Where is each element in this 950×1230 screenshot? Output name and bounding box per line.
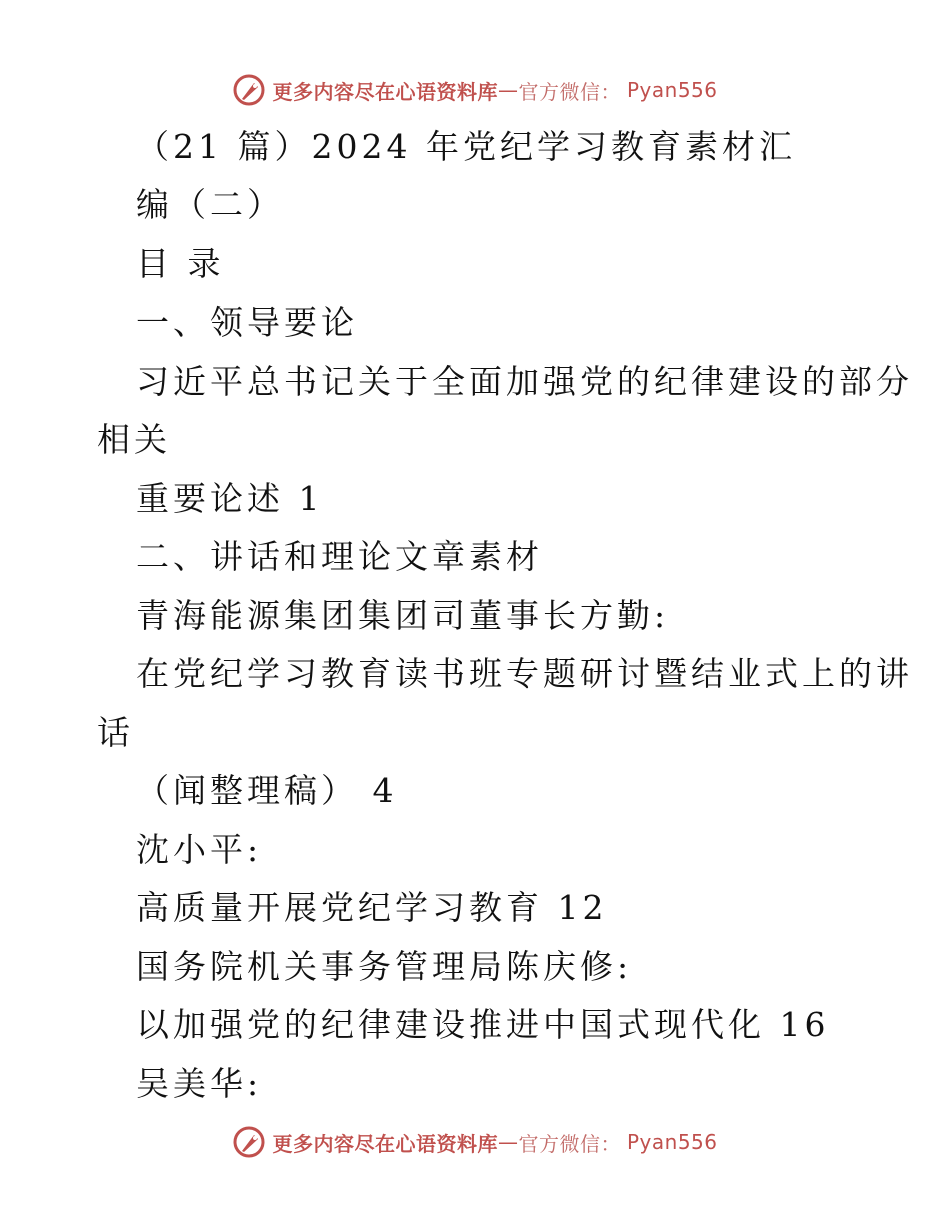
toc-item2-line3: （闻整理稿） 4 [136, 771, 398, 810]
banner-main-text: 更多内容尽在心语资料库 [272, 79, 498, 104]
toc-item1-line3: 重要论述 1 [136, 479, 324, 518]
banner-dash: — [497, 1130, 519, 1154]
toc-item1-line1: 习近平总书记关于全面加强党的纪律建设的部分 [136, 362, 913, 401]
toc-item2-line1: 在党纪学习教育读书班专题研讨暨结业式上的讲 [136, 654, 913, 693]
toc-item1-line2: 相关 [97, 420, 171, 459]
banner-wechat-id: Pyan556 [626, 1130, 718, 1154]
banner-main-text: 更多内容尽在心语资料库 [272, 1131, 498, 1156]
banner-wechat-id: Pyan556 [626, 78, 718, 102]
toc-item2-line2: 话 [97, 713, 134, 752]
footer-banner [0, 1122, 950, 1162]
section1-heading: 一、领导要论 [136, 303, 358, 342]
banner-sub-text: 官方微信： [518, 1131, 621, 1156]
toc-item3-author: 沈小平: [136, 830, 263, 869]
toc-item4-title: 以加强党的纪律建设推进中国式现代化 16 [136, 1005, 830, 1044]
toc-item5-author: 吴美华: [136, 1064, 263, 1103]
banner-sub-text: 官方微信： [518, 79, 621, 104]
toc-heading: 目 录 [136, 244, 225, 283]
section2-heading: 二、讲话和理论文章素材 [136, 537, 543, 576]
banner-dash: — [497, 78, 519, 102]
toc-item3-title: 高质量开展党纪学习教育 12 [136, 888, 608, 927]
pen-nib-logo-icon [232, 1125, 266, 1159]
toc-item2-author: 青海能源集团集团司董事长方勤: [136, 596, 670, 635]
toc-item4-author: 国务院机关事务管理局陈庆修: [136, 947, 633, 986]
header-banner [0, 70, 950, 110]
pen-nib-logo-icon [232, 73, 266, 107]
document-title-line1: （21 篇）2024 年党纪学习教育素材汇 [136, 127, 796, 166]
document-title-line2: 编（二） [136, 185, 284, 224]
